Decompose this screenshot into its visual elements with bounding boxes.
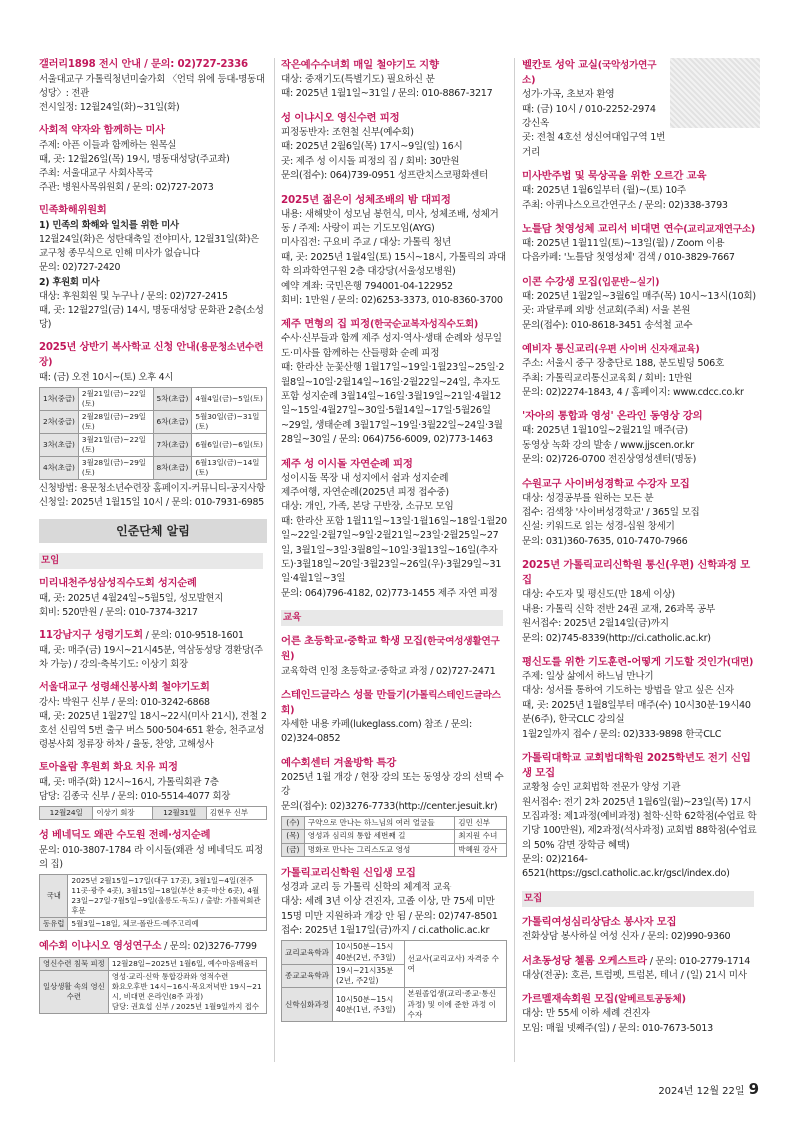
notice-healing-retreat bbox=[39, 761, 267, 820]
notice-line: 문의: 010-3807-1784 라 이시돌(왜관 성 베네딕도 피정의 집) bbox=[39, 844, 263, 871]
notice-line: 주최: 가톨릭교리통신교육회 / 회비: 1만원 bbox=[522, 372, 693, 384]
notice-organ bbox=[522, 169, 758, 213]
notice-line: 대상: 만 55세 이하 세례 견진자 bbox=[522, 1008, 650, 1020]
notice-line: 때, 곳: 매주(금) 19시~21시45분, 역삼동성당 경환당(주차 가능) / 강의·축복기도: 이상기 회장 bbox=[39, 644, 263, 670]
notice-title: 성 이냐시오 영신수련 피정 bbox=[281, 111, 400, 124]
notice-title: 갤러리1898 전시 안내 / 문의: 02)727-2336 bbox=[39, 59, 248, 70]
notice-line: 때: 2025년 1월2일~3월6일 매주(목) 10시~13시(10회) bbox=[522, 290, 756, 302]
notice-line: 모집과정: 제1과정(예비과정) 철학·신학 62학점(수업료 학기당 100만원), 제2과정(석사과정) 교회법 88학점(수업료의 50% 감면 장학금 혜택) bbox=[522, 810, 757, 851]
notice-theology-course bbox=[522, 558, 758, 646]
notice-line: 대상(전공): 호른, 트럼펫, 트럼본, 테너 / (일) 21시 미사 bbox=[522, 969, 747, 981]
notice-line: 주제: 일상 삶에서 하느님 만나기 bbox=[522, 671, 654, 683]
course-table bbox=[281, 940, 507, 1022]
notice-line: 때: 2025년 1월6일부터 (월)~(토) 10주 bbox=[522, 185, 686, 197]
notice-line: 내용: 새해맞이 성모님 봉헌식, 미사, 성체조배, 성체거동 / 주제: 사랑이 피는 기도모임(AYG) bbox=[281, 208, 499, 234]
notice-line: 때, 곳: 2025년 1월8일부터 매주(수) 10시30분·19시40분(6주), 한국CLC 강의실 bbox=[522, 699, 751, 726]
notice-line: 때: (금) 10시 / 010-2252-2974 강신옥 bbox=[522, 103, 656, 129]
notice-notredame bbox=[522, 222, 758, 266]
program-table bbox=[39, 957, 267, 1014]
notice-line: 때: 2025년 1월10일~2월21일 매주(금) bbox=[522, 425, 688, 437]
notice-line: 문의(접수): 010-8618-3451 송석철 교수 bbox=[522, 319, 693, 331]
notice-line: 15명 미만 지원하과 개강 안 됨 / 문의: 02)747-8501 bbox=[281, 910, 498, 922]
notice-counseling bbox=[522, 915, 758, 944]
pilgrimage-table bbox=[39, 874, 267, 931]
notice-line: 때, 곳: 매주(화) 12시~16시, 가톨릭회관 7층 bbox=[39, 777, 219, 788]
speaker-table bbox=[39, 806, 267, 820]
lecture-table bbox=[281, 816, 507, 857]
notice-line: 원서접수: 전기 2차 2025년 1월6일(월)~23일(목) 17시 bbox=[522, 796, 752, 808]
column-divider bbox=[514, 58, 515, 1062]
table-row: 1차(중급) 2월21일(금)~22일(토) 5차(초급) 4월4일(금)~5일(토) bbox=[40, 387, 267, 410]
notice-reconciliation bbox=[39, 204, 267, 332]
section-band: 인준단체 알림 bbox=[39, 519, 267, 543]
notice-gallery bbox=[39, 58, 267, 115]
notice-line: 때, 곳: 12월27일(금) 14시, 명동대성당 문화관 2층(소성당) bbox=[39, 304, 264, 330]
notice-carmelite bbox=[522, 992, 758, 1036]
notice-line: 문의: 02)2164-6521(https://gscl.catholic.ac.kr/gscl/index.do) bbox=[522, 854, 730, 880]
notice-line: 신청일: 2025년 1월15일 10시 / 문의: 010-7931-6985 bbox=[39, 496, 264, 508]
notice-line: 문의: 02)727-2420 bbox=[39, 262, 121, 274]
notice-title: 어른 초등학교·중학교 학생 모집(한국여성생활연구원) bbox=[281, 635, 500, 663]
notice-prayer-training bbox=[522, 655, 758, 742]
notice-title: 2025년 상반기 복사학교 신청 안내(용문청소년수련장) bbox=[39, 341, 264, 368]
category-label: 모집 bbox=[522, 891, 754, 907]
notice-line: 대상: 중재기도(특별기도) 필요하신 분 bbox=[281, 74, 435, 86]
table-row: 2차(중급) 2월28일(금)~29일(토) 6차(초급) 5월30일(금)~31일(토) bbox=[40, 410, 267, 433]
notice-title: 작은예수수녀회 매일 철야기도 지향 bbox=[281, 59, 439, 71]
category-label: 교육 bbox=[281, 610, 503, 626]
notice-line: 주관: 병원사목위원회 / 문의: 02)727-2073 bbox=[39, 182, 214, 194]
notice-line: 곳: 제주 성 이시돌 피정의 집 / 회비: 30만원 bbox=[281, 155, 460, 167]
notice-title: 수원교구 사이버성경학교 수강자 모집 bbox=[522, 477, 690, 490]
notice-pilgrimage bbox=[39, 577, 267, 620]
notice-line: 전시일정: 12월24일(화)~31일(화) bbox=[39, 102, 180, 113]
notice-prayer-group bbox=[39, 629, 267, 672]
notice-altar-school bbox=[39, 341, 267, 510]
notice-title: 가톨릭여성심리상담소 봉사자 모집 bbox=[522, 916, 677, 929]
notice-title: 제주 성 이시돌 자연순례 피정 bbox=[281, 457, 413, 470]
notice-line: 모임: 매월 넷째주(일) / 문의: 010-7673-5013 bbox=[522, 1022, 713, 1034]
page-number: 9 bbox=[748, 1079, 759, 1098]
column-divider bbox=[274, 58, 275, 1062]
notice-title: 가톨릭대학교 교회법대학원 2025학년도 전기 신입생 모집 bbox=[522, 751, 751, 780]
notice-catechism-institute bbox=[281, 866, 507, 1022]
notice-title: 가르멜재속회원 모집(알베르토공동체) bbox=[522, 993, 686, 1006]
table-row: 국내 2025년 2월15일~17일(대구 17곳), 3월1일~4일(전주 11곳·광주 4곳), 3월15일~18일(부산 8곳·마산 6곳), 4월23일~27일·7월5일~9일(울릉도·독도) / 출발: 가톨릭회관 후문 bbox=[40, 875, 267, 918]
notice-line: 성경과 교리 등 가톨릭 신학의 체계적 교육 bbox=[281, 881, 452, 893]
notice-line: 전화상담 봉사하실 여성 신자 / 문의: 02)990-9360 bbox=[522, 931, 731, 943]
notice-line: 자세한 내용 카페(lukeglass.com) 참조 / 문의: 02)324-0852 bbox=[281, 719, 472, 745]
notice-subheading: 2) 후원회 미사 bbox=[39, 276, 100, 288]
category-label: 모임 bbox=[39, 553, 263, 569]
notice-vigil-prayer bbox=[281, 58, 507, 102]
notice-line: 때, 곳: 12월26일(목) 19시, 명동대성당(주교좌) bbox=[39, 154, 230, 165]
table-row: 3차(초급) 3월21일(금)~22일(토) 7차(초급) 6월6일(금)~6일(토) bbox=[40, 433, 267, 456]
notice-line: 12월24일(화)은 성탄대축일 전야미사, 12월31일(화)은 교구청 종무식으로 인해 미사가 없습니다 bbox=[39, 234, 259, 260]
notice-title-line: 11강남지구 성령기도회 / 문의: 010-9518-1601 bbox=[39, 630, 244, 641]
table-row: 일상생활 속의 영신수련 영성·교리·신학 통합강좌와 영적수련 화요오후반 14시~16시·목요저녁반 19시~21시, 비대면 온라인(8주 과정) 담당: 권효섭 신부 / 2025년 1월9일까지 접수 bbox=[40, 970, 267, 1013]
notice-title: 예비자 통신교리(우편 사이버 신자재교육) bbox=[522, 343, 700, 356]
issue-date: 2024년 12월 22일 bbox=[658, 1085, 745, 1097]
notice-jesuit-institute bbox=[39, 940, 267, 1014]
notice-line: 1월2일까지 접수 / 문의: 02)333-9898 한국CLC bbox=[522, 728, 722, 740]
notice-line: 제주여행, 자연순례(2025년 피정 접수중) bbox=[281, 486, 449, 498]
notice-title: 스테인드글라스 성물 만들기(가톨릭스테인드글라스회) bbox=[281, 688, 501, 716]
notice-line: 회비: 520만원 / 문의: 010-7374-3217 bbox=[39, 606, 198, 618]
notice-line: 문의(접수): 02)3276-7733(http://center.jesuit.kr) bbox=[281, 800, 498, 812]
notice-cyber-bible bbox=[522, 477, 758, 550]
notice-jeju-retreat bbox=[281, 317, 507, 447]
column-1 bbox=[39, 58, 267, 1077]
notice-title: 이콘 수강생 모집(입문반~실기) bbox=[522, 275, 660, 288]
notice-vigil bbox=[39, 681, 267, 752]
notice-canon-law bbox=[522, 751, 758, 882]
notice-title-line: 서초동성당 첼롬 오케스트라 / 문의: 010-2779-1714 bbox=[522, 954, 751, 967]
notice-line: 접수: 2025년 1월17일(금)까지 / ci.catholic.ac.kr bbox=[281, 925, 490, 937]
notice-line: 강사: 박원구 신부 / 문의: 010-3242-6868 bbox=[39, 696, 210, 708]
page-footer bbox=[658, 1078, 759, 1101]
notice-title: 제주 면형의 집 피정(한국순교복자성직수도회) bbox=[281, 318, 479, 331]
table-row: (목) 영성과 심리의 통합 세번째 길 최지원 수녀 bbox=[282, 830, 507, 843]
notice-line: 문의: 031)360-7635, 010-7470-7966 bbox=[522, 535, 688, 547]
notice-line: 곳: 과달루페 외방 선교회(주최) 서울 본원 bbox=[522, 305, 691, 317]
notice-line: 내용: 가톨릭 신학 전반 24권 교재, 26과목 공부 bbox=[522, 603, 716, 615]
notice-online-lecture bbox=[522, 409, 758, 467]
notice-line: 주최: 아퀴나스오르간연구소 / 문의: 02)338-3793 bbox=[522, 199, 728, 211]
notice-stained-glass bbox=[281, 688, 507, 747]
notice-line: 원서접수: 2025년 2월14일(금)까지 bbox=[522, 618, 669, 630]
notice-line: 문의: 02)745-8339(http://ci.catholic.ac.kr) bbox=[522, 632, 711, 644]
notice-ignatius-retreat bbox=[281, 111, 507, 184]
notice-title: '자아의 통합과 영성' 온라인 동영상 강의 bbox=[522, 410, 703, 423]
notice-title: 성 베네딕도 왜관 수도원 전례·성지순례 bbox=[39, 830, 211, 842]
notice-title: 서울대교구 성령쇄신봉사회 철야기도회 bbox=[39, 682, 210, 693]
notice-title: 2025년 젊은이 성체조배의 밤 대피정 bbox=[281, 193, 451, 206]
notice-jesuit-winter bbox=[281, 756, 507, 857]
notice-correspondence bbox=[522, 342, 758, 400]
notice-line: 접수: 검색창 '사이버성경학교' / 365일 모집 bbox=[522, 507, 700, 519]
notice-line: 때: 2025년 1월11일(토)~13일(월) / Zoom 이용 bbox=[522, 238, 725, 250]
table-row: 12월24일 이상기 회장 12월31일 김현우 신부 bbox=[40, 807, 267, 820]
schedule-table bbox=[39, 387, 267, 480]
notice-title: 2025년 가톨릭교리신학원 통신(우편) 신학과정 모집 bbox=[522, 559, 750, 587]
notice-title: 노틀담 첫영성체 교리서 비대면 연수(교리교재연구소) bbox=[522, 222, 756, 235]
notice-line: 교육학력 인정 초등학교·중학교 과정 / 02)727-2471 bbox=[281, 665, 496, 677]
table-row: (수) 구약으로 만나는 하느님의 여러 얼굴들 김민 신부 bbox=[282, 817, 507, 830]
notice-line: 문의(접수): 064)739-0951 성프란치스코평화센터 bbox=[281, 170, 489, 182]
notice-title: 미리내천주성삼성직수도회 성지순례 bbox=[39, 578, 197, 589]
notice-title: 벨칸토 성악 교실(국악성가연구소) bbox=[522, 59, 657, 87]
table-row: 종교교육학과 19시~21시35분(2년, 주2일) bbox=[282, 964, 507, 988]
notice-line: 성가·가곡, 초보자 환영 bbox=[522, 89, 615, 101]
notice-orchestra bbox=[522, 954, 758, 984]
notice-title: 평신도를 위한 기도훈련-어떻게 기도할 것인가(대면) bbox=[522, 655, 754, 668]
notice-line: 곳: 전철 4호선 성신여대입구역 1번 거리 bbox=[522, 132, 666, 158]
notice-youth-adoration bbox=[281, 193, 507, 309]
column-3 bbox=[522, 58, 758, 1077]
notice-line: 때: 2025년 1월1일~31일 / 문의: 010-8867-3217 bbox=[281, 88, 493, 100]
notice-line: 대상: 성서를 통하여 기도하는 방법을 알고 싶은 신자 bbox=[522, 685, 734, 697]
notice-line: 동영상 녹화 강의 발송 / www.jjscen.or.kr bbox=[522, 439, 694, 451]
notice-line: 대상: 개인, 가족, 본당 구반장, 소규모 모임 bbox=[281, 501, 454, 513]
notice-isidore-retreat bbox=[281, 457, 507, 602]
notice-line: 때, 곳: 2025년 1월27일 18시~22시(미사 21시), 전철 2호선 신림역 5번 출구 버스 500·504·651 환승, 천주교성령봉사회 정류장 하차 / 율동, 찬양, 고해성사 bbox=[39, 710, 267, 751]
notice-line: 주소: 서울시 중구 장충단로 188, 분도빌딩 506호 bbox=[522, 358, 724, 370]
notice-benedictine bbox=[39, 829, 267, 931]
table-row: 4차(초급) 3월28일(금)~29일(토) 8차(초급) 6월13일(금)~14일(토) bbox=[40, 456, 267, 479]
notice-line: 때: 2025년 2월6일(목) 17시~9일(일) 16시 bbox=[281, 141, 463, 153]
notice-title: 토아올람 후원회 화요 치유 피정 bbox=[39, 762, 178, 774]
notice-line: 신청방법: 용문청소년수련장 홈페이지-커뮤니티-공지사항 bbox=[39, 482, 265, 494]
notice-icon-class bbox=[522, 275, 758, 333]
table-row: (금) 명화로 만나는 그리스도교 영성 박혜원 강사 bbox=[282, 843, 507, 856]
notice-line: 문의: 02)726-0700 전진상영성센터(명동) bbox=[522, 454, 697, 466]
notice-line: 때: (금) 오전 10시~(토) 오후 4시 bbox=[39, 371, 174, 383]
notice-subheading: 1) 민족의 화해와 일치를 위한 미사 bbox=[39, 220, 179, 232]
notice-line: 주최: 서울대교구 사회사목국 bbox=[39, 168, 154, 180]
notice-line: 때: 한라산 눈꽃산행 1월17일~19일·1월23일~25일·2월8일~10일·2월14일~16일·2월22일~24일, 추자도포함 성지순례 3월14일~16일·3월19일~21일·4월12일~15일·4월27일~30일·5월14일~17일·5월26일~29일, 생태순례 3월17일~19일·3월22일~24일·3월28일~30일 / 문의: 064)756-6009, 02)773-1463 bbox=[281, 362, 505, 446]
notice-line: 성이시돌 목장 내 성지에서 쉼과 성지순례 bbox=[281, 472, 449, 484]
notice-mass bbox=[39, 124, 267, 195]
table-row: 동유럽 5월3일~18일, 체코·폴란드·메주고리예 bbox=[40, 918, 267, 931]
table-row: 교리교육학과 10시50분~15시40분(2년, 주3일) 선교사(교리교사) 자격증 수여 bbox=[282, 941, 507, 965]
notice-line: 대상: 수도자 및 평신도(만 18세 이상) bbox=[522, 589, 675, 601]
notice-line: 미사집전: 구요비 주교 / 대상: 가톨릭 청년 bbox=[281, 237, 452, 249]
notice-line: 피정동반자: 조현철 신부(예수회) bbox=[281, 126, 414, 138]
notice-line: 때: 한라산 포함 1월11일~13일·1월16일~18일·1월20일~22일·2월7일~9일·2월21일~23일·2월25일~27일, 3월1일~3일·3월8일~10일·3월13일~16일(추자도)·3월18일~20일·3월23일~26일(우)·3월29일~31일·4월1일~3일 bbox=[281, 515, 507, 585]
notice-line: 예약 계좌: 국민은행 794001-04-122952 bbox=[281, 280, 453, 292]
notice-line: 때, 곳: 2025년 1월4일(토) 15시~18시, 가톨릭의 과대학 의과학연구원 2층 대강당(서울성모병원) bbox=[281, 251, 506, 278]
notice-title-line: 예수회 이냐시오 영성연구소 / 문의: 02)3276-7799 bbox=[39, 941, 257, 953]
table-row: 신학심화과정 10시50분~15시 40분(1년, 주3일) 본원졸업생(교리·종교·통신과정) 및 이에 준한 과정 이수자 bbox=[282, 988, 507, 1022]
notice-title: 미사반주법 및 묵상곡을 위한 오르간 교육 bbox=[522, 170, 707, 183]
notice-adult-school bbox=[281, 634, 507, 679]
notice-line: 서울대교구 가톨릭청년미술가회 〈언덕 위에 등대-명동대성당〉: 전관 bbox=[39, 73, 265, 99]
notice-title: 사회적 약자와 함께하는 미사 bbox=[39, 125, 165, 137]
notice-line: 다음카페: '노틀담 첫영성체' 검색 / 010-3829-7667 bbox=[522, 252, 735, 264]
notice-line: 대상: 세례 3년 이상 견진자, 고졸 이상, 만 75세 미만 bbox=[281, 896, 495, 908]
notice-title: 예수회센터 겨울방학 특강 bbox=[281, 756, 397, 769]
notice-line: 대상: 후원회원 및 누구나 / 문의: 02)727-2415 bbox=[39, 290, 228, 302]
notice-line: 담당: 김종국 신부 / 문의: 010-5514-4077 회장 bbox=[39, 791, 231, 803]
notice-line: 문의: 02)2274-1843, 4 / 홈페이지: www.cdcc.co.kr bbox=[522, 386, 744, 398]
notice-title: 가톨릭교리신학원 신입생 모집 bbox=[281, 866, 416, 879]
notice-line: 2025년 1월 개강 / 현장 강의 또는 동영상 강의 선택 수강 bbox=[281, 771, 504, 798]
notice-belcanto bbox=[522, 58, 758, 160]
notice-line: 대상: 성경공부를 원하는 모든 분 bbox=[522, 492, 654, 504]
notice-line: 수사·신부들과 함께 제주 성지·역사·생태 순례와 성무일도·미사를 함께하는 산들평화 순례 피정 bbox=[281, 333, 502, 359]
column-2 bbox=[281, 58, 507, 1077]
notice-line: 때, 곳: 2025년 4월24일~5월5일, 성모발현지 bbox=[39, 592, 224, 604]
notice-line: 교황청 승인 교회법학 전문가 양성 기관 bbox=[522, 782, 681, 794]
notice-line: 주제: 아픈 이들과 함께하는 원목실 bbox=[39, 139, 177, 151]
notice-title: 민족화해위원회 bbox=[39, 205, 107, 217]
notice-line: 문의: 064)796-4182, 02)773-1455 제주 자연 피정 bbox=[281, 587, 498, 599]
notice-line: 신설: 키워드로 읽는 성경-십원 창세기 bbox=[522, 521, 675, 533]
notice-line: 회비: 1만원 / 문의: 02)6253-3373, 010-8360-3700 bbox=[281, 294, 503, 306]
table-row: 영신수련 침묵 피정 12월28일~2025년 1월6일, 예수마음배움터 bbox=[40, 957, 267, 970]
